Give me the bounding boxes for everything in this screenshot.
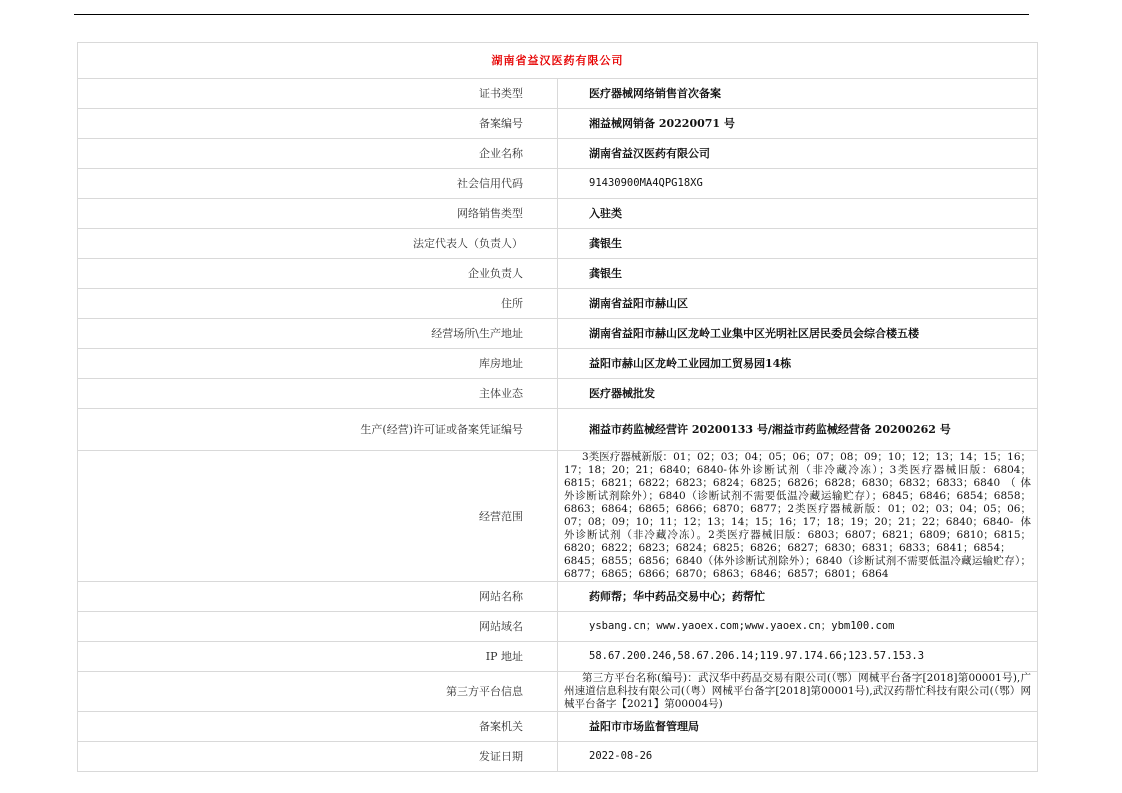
row-warehouse-address [78,349,1038,379]
value-business-address: 湖南省益阳市赫山区龙岭工业集中区光明社区居民委员会综合楼五楼 [558,319,1038,349]
row-company-head [78,259,1038,289]
value-sales-type: 入驻类 [558,199,1038,229]
row-company-name [78,139,1038,169]
value-issue-date: 2022-08-26 [558,742,1038,772]
label-website-name: 网站名称 [78,582,558,612]
value-residence: 湖南省益阳市赫山区 [558,289,1038,319]
certificate-table [77,42,1038,772]
row-business-form [78,379,1038,409]
value-legal-rep: 龚银生 [558,229,1038,259]
label-business-form: 主体业态 [78,379,558,409]
value-credit-code: 91430900MA4QPG18XG [558,169,1038,199]
row-cert-type [78,79,1038,109]
label-residence: 住所 [78,289,558,319]
label-company-head: 企业负责人 [78,259,558,289]
value-record-number: 湘益械网销备 20220071 号 [558,109,1038,139]
row-license-number [78,409,1038,451]
value-website-name: 药师帮；华中药品交易中心；药帮忙 [558,582,1038,612]
label-ip-address: IP 地址 [78,642,558,672]
row-authority [78,712,1038,742]
label-credit-code: 社会信用代码 [78,169,558,199]
value-business-scope: 3类医疗器械新版：01；02；03；04；05；06；07；08；09；10；12；13；14；15；16；17；18；20；21；6840；6840-体外诊断试剂（非冷藏冷冻）；3类医疗器械旧版：6804；6815；6821；6822；6823；6824；6825；6826；6828；6830；6832；6833；6840（体外诊断试剂除外）；6840（诊断试剂不需要低温冷藏运输贮存）；6845；6846；6854；6858；6863；6864；6865；6866；6870；6877；2类医疗器械新版：01；02；03；04；05；06；07；08；09；10；11；12；13；14；15；16；17；18；19；20；21；22；6840；6840-体外诊断试剂（非冷藏冷冻）。2类医疗器械旧版：6803；6807；6821；6809；6810；6815；6820；6822；6823；6824；6825；6826；6827；6830；6831；6833；6841；6854；6845；6855；6856；6840（体外诊断试剂除外）；6840（诊断试剂不需要低温冷藏运输贮存）；6877；6865；6866；6870；6863；6846；6857；6801；6864 [558,451,1038,582]
label-business-address: 经营场所\生产地址 [78,319,558,349]
row-sales-type [78,199,1038,229]
label-third-party: 第三方平台信息 [78,672,558,712]
row-business-address [78,319,1038,349]
row-website-name [78,582,1038,612]
label-warehouse-address: 库房地址 [78,349,558,379]
value-third-party: 第三方平台名称(编号)：武汉华中药品交易有限公司(（鄂）网械平台备字[2018]第00001号),广州速道信息科技有限公司(（粤）网械平台备字[2018]第00001号),武汉药帮忙科技有限公司(（鄂）网械平台备字【2021】第00004号) [558,672,1038,712]
row-third-party [78,672,1038,712]
label-record-number: 备案编号 [78,109,558,139]
row-business-scope [78,451,1038,582]
value-authority: 益阳市市场监督管理局 [558,712,1038,742]
label-authority: 备案机关 [78,712,558,742]
label-legal-rep: 法定代表人（负责人） [78,229,558,259]
label-license-number: 生产(经营)许可证或备案凭证编号 [78,409,558,451]
row-legal-rep [78,229,1038,259]
label-sales-type: 网络销售类型 [78,199,558,229]
company-title: 湖南省益汉医药有限公司 [78,43,1038,79]
label-cert-type: 证书类型 [78,79,558,109]
value-website-domain: ysbang.cn；www.yaoex.com;www.yaoex.cn；ybm100.com [558,612,1038,642]
value-company-head: 龚银生 [558,259,1038,289]
label-website-domain: 网站域名 [78,612,558,642]
top-rule [74,14,1029,15]
value-license-number: 湘益市药监械经营许 20200133 号/湘益市药监械经营备 20200262 号 [558,409,1038,451]
label-issue-date: 发证日期 [78,742,558,772]
label-business-scope: 经营范围 [78,451,558,582]
label-company-name: 企业名称 [78,139,558,169]
row-record-number [78,109,1038,139]
row-website-domain [78,612,1038,642]
value-ip-address: 58.67.200.246,58.67.206.14;119.97.174.66;123.57.153.3 [558,642,1038,672]
row-credit-code [78,169,1038,199]
value-cert-type: 医疗器械网络销售首次备案 [558,79,1038,109]
value-business-form: 医疗器械批发 [558,379,1038,409]
row-residence [78,289,1038,319]
value-company-name: 湖南省益汉医药有限公司 [558,139,1038,169]
row-ip-address [78,642,1038,672]
row-issue-date [78,742,1038,772]
value-warehouse-address: 益阳市赫山区龙岭工业园加工贸易园14栋 [558,349,1038,379]
